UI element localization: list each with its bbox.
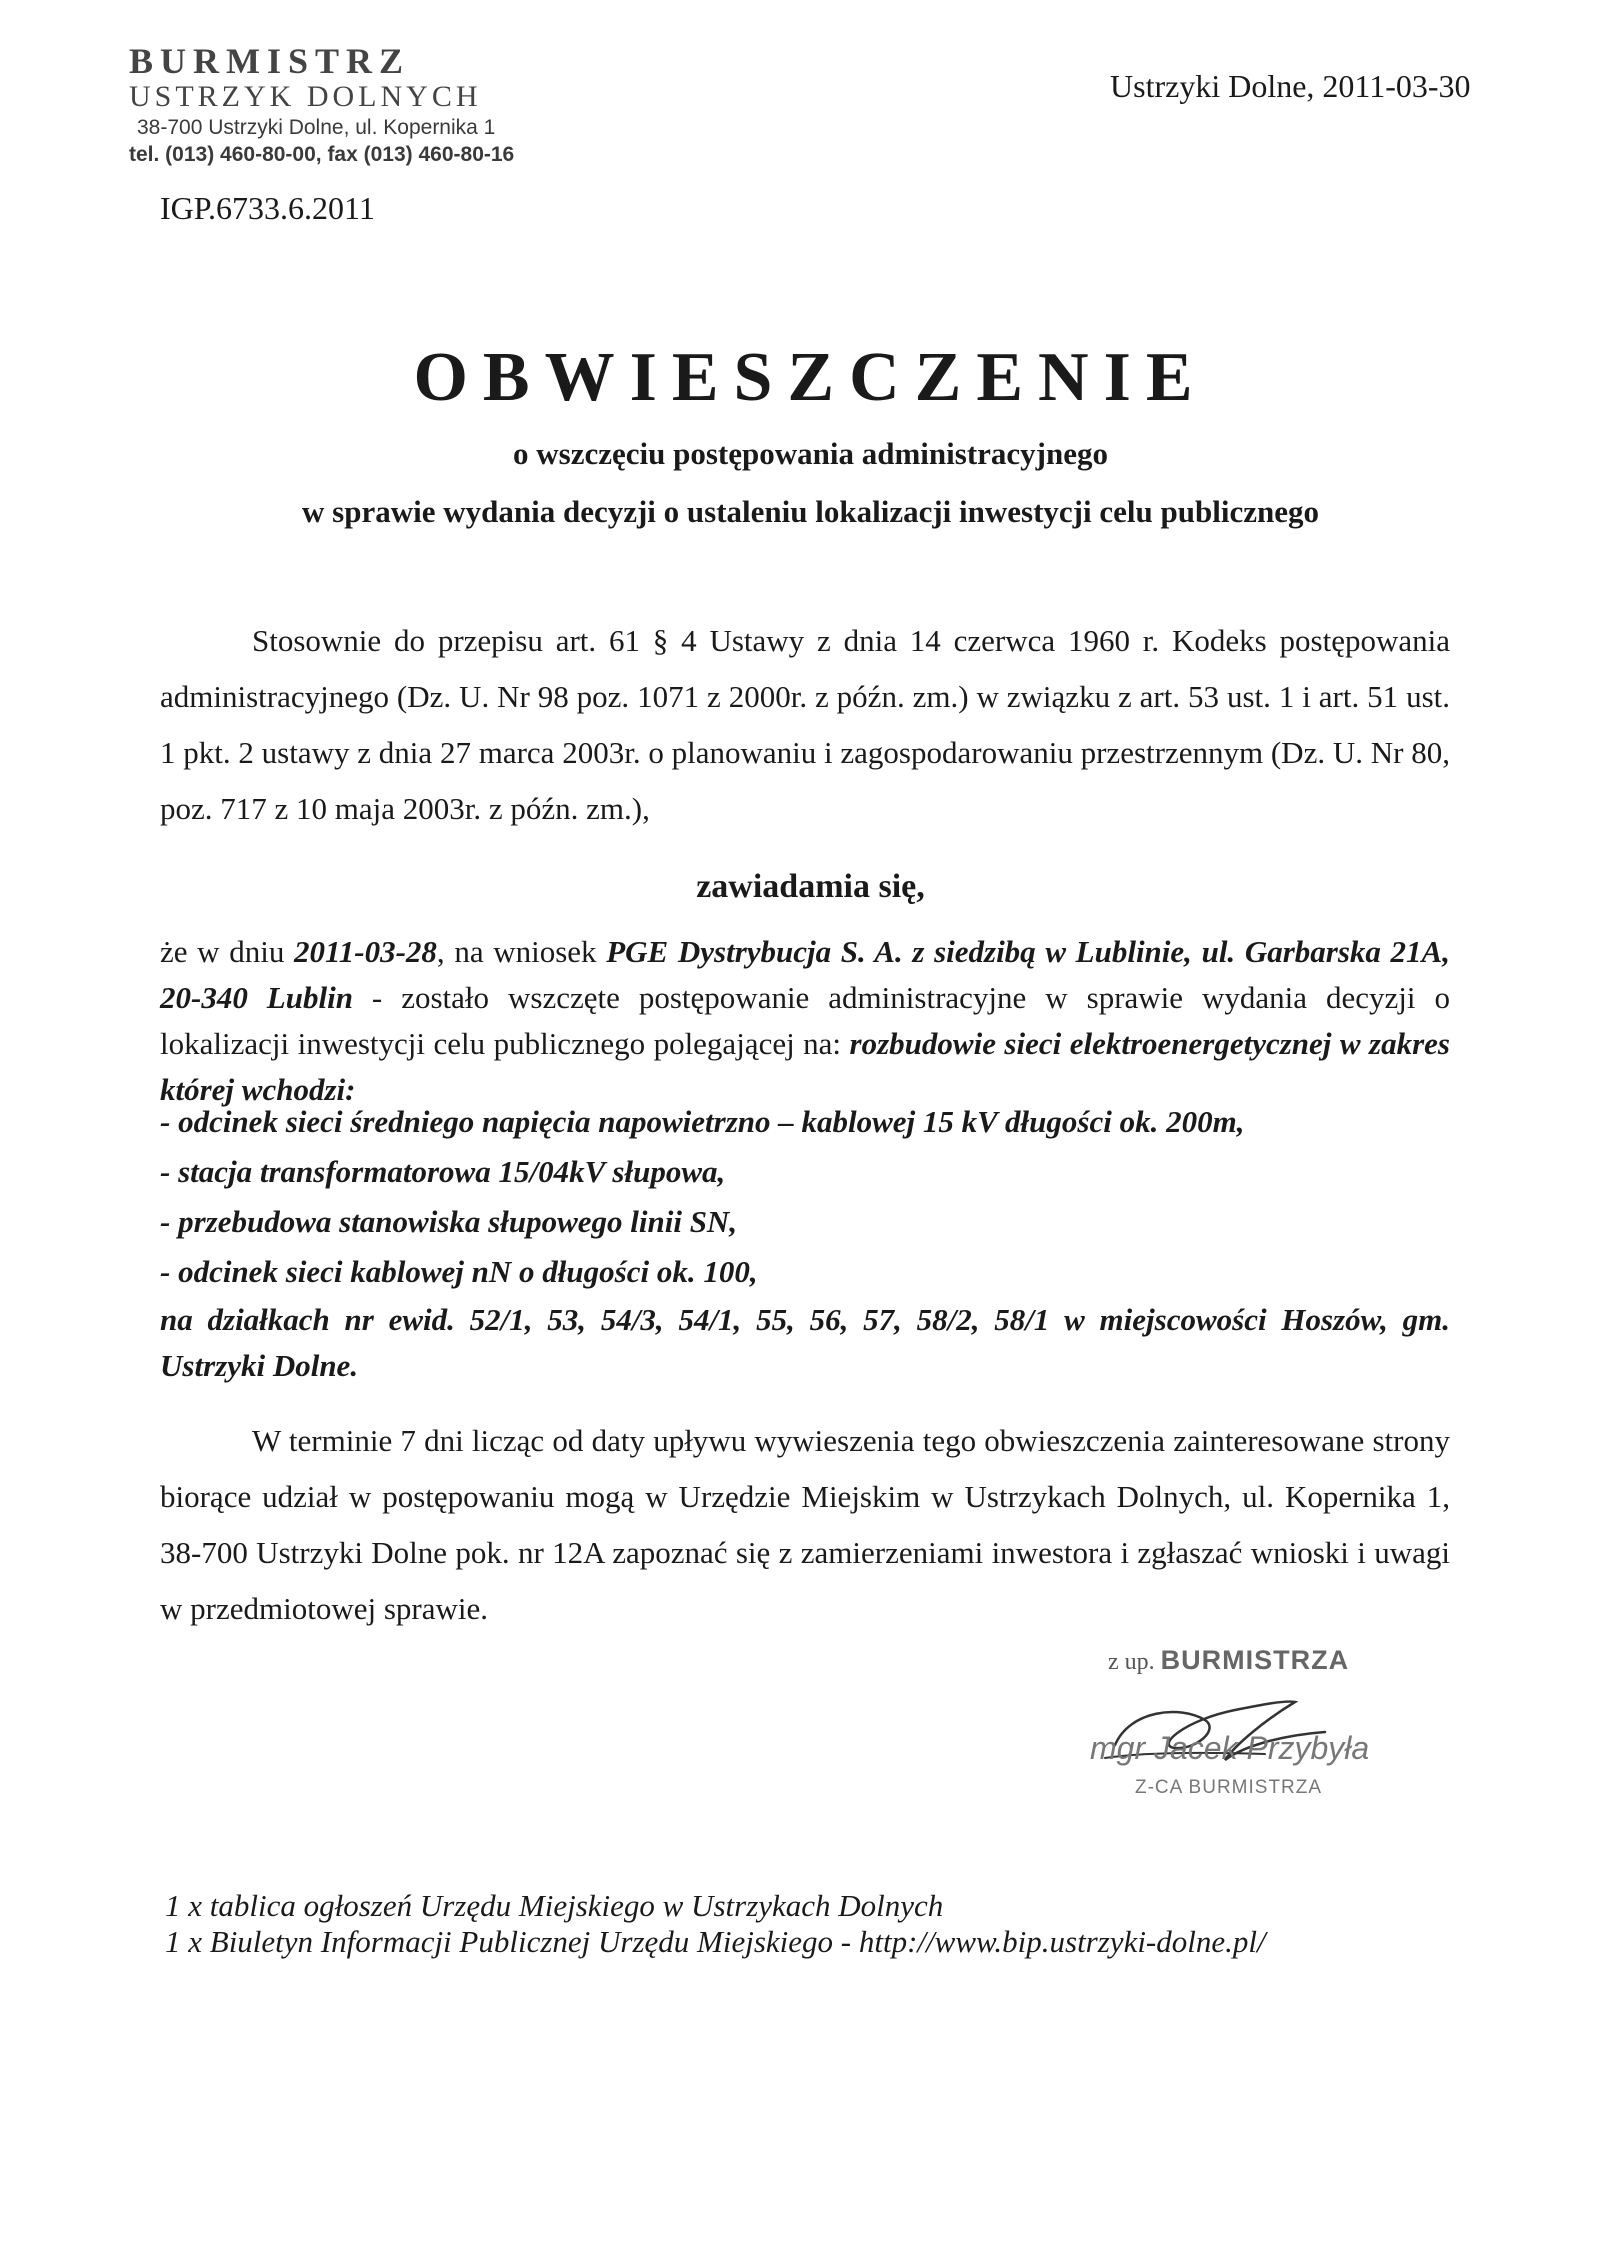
investment-items-list — [160, 1097, 1450, 1389]
distribution-list — [165, 1888, 1266, 1960]
signatory-name: mgr Jacek Przybyła — [1090, 1730, 1370, 1766]
proceedings-text-1: że w dniu — [160, 934, 294, 969]
stamp-line-3: 38-700 Ustrzyki Dolne, ul. Kopernika 1 — [137, 116, 496, 139]
signature-prefix: z up. — [1108, 1649, 1155, 1675]
applicant: PGE Dystrybucja S. A. z siedzibą w Lublinie, ul. Garbarska 21A, 20-340 Lublin — [160, 934, 1450, 1015]
inspection-paragraph — [160, 1413, 1450, 1637]
parcel-location: na działkach nr ewid. 52/1, 53, 54/3, 54/1, 55, 56, 57, 58/2, 58/1 w miejscowości Hoszów, gm. Ustrzyki Dolne. — [160, 1302, 1450, 1383]
stamp-line-1: BURMISTRZ — [129, 41, 411, 81]
document-date: Ustrzyki Dolne, 2011-03-30 — [1110, 68, 1471, 104]
signature-stamp — [1108, 1645, 1349, 1676]
signature-office: BURMISTRZA — [1160, 1645, 1350, 1675]
document-title: OBWIESZCZENIE — [413, 339, 1208, 416]
list-item: - stacja transformatorowa 15/04kV słupowa, — [160, 1154, 726, 1189]
stamp-line-4: tel. (013) 460-80-00, fax (013) 460-80-16 — [129, 143, 515, 166]
investment-scope: rozbudowie sieci elektroenergetycznej w zakres której wchodzi: — [160, 1026, 1450, 1107]
subtitle-line-2: w sprawie wydania decyzji o ustaleniu lokalizacji inwestycji celu publicznego — [302, 494, 1319, 529]
list-item: - przebudowa stanowiska słupowego linii SN, — [160, 1204, 738, 1239]
stamp-line-2: USTRZYK DOLNYCH — [129, 80, 482, 113]
proceedings-paragraph — [160, 929, 1450, 1113]
inspection-text: W terminie 7 dni licząc od daty upływu wywieszenia tego obwieszczenia zainteresowane strony biorące udział w postępowaniu mogą w Urzędzie Miejskim w Ustrzykach Dolnych, ul. Kopernika 1, 38-700 Ustrzyki Dolne pok. nr 12A zapoznać się z zamierzeniami inwestora i zgłaszać wnioski i uwagi w przedmiotowej sprawie. — [160, 1423, 1450, 1626]
list-item: - odcinek sieci średniego napięcia napowietrzno – kablowej 15 kV długości ok. 200m, — [160, 1104, 1245, 1139]
proceedings-text-2: , na wniosek — [436, 934, 607, 969]
reference-number: IGP.6733.6.2011 — [160, 190, 375, 226]
legal-basis-paragraph — [160, 613, 1450, 837]
legal-basis-text: Stosownie do przepisu art. 61 § 4 Ustawy z dnia 14 czerwca 1960 r. Kodeks postępowania administracyjnego (Dz. U. Nr 98 poz. 1071 z 2000r. z późn. zm.) w związku z art. 53 ust. 1 i art. 51 ust. 1 pkt. 2 ustawy z dnia 27 marca 2003r. o planowaniu i zagospodarowaniu przestrzennym (Dz. U. Nr 80, poz. 717 z 10 maja 2003r. z późn. zm.), — [160, 623, 1450, 826]
distribution-item: 1 x Biuletyn Informacji Publicznej Urzędu Miejskiego - http://www.bip.ustrzyki-dolne.pl/ — [165, 1924, 1266, 1959]
proceedings-text-3: - zostało wszczęte postępowanie administracyjne w sprawie wydania decyzji o lokalizacji inwestycji celu publicznego polegającej na: — [160, 980, 1451, 1061]
distribution-item: 1 x tablica ogłoszeń Urzędu Miejskiego w Ustrzykach Dolnych — [165, 1888, 944, 1923]
announcement-heading: zawiadamia się, — [696, 868, 925, 905]
subtitle-line-1: o wszczęciu postępowania administracyjnego — [513, 436, 1108, 471]
office-stamp — [129, 42, 514, 168]
application-date: 2011-03-28 — [293, 934, 437, 969]
signatory-role: Z-CA BURMISTRZA — [1135, 1777, 1323, 1798]
list-item: - odcinek sieci kablowej nN o długości ok. 100, — [160, 1254, 758, 1289]
